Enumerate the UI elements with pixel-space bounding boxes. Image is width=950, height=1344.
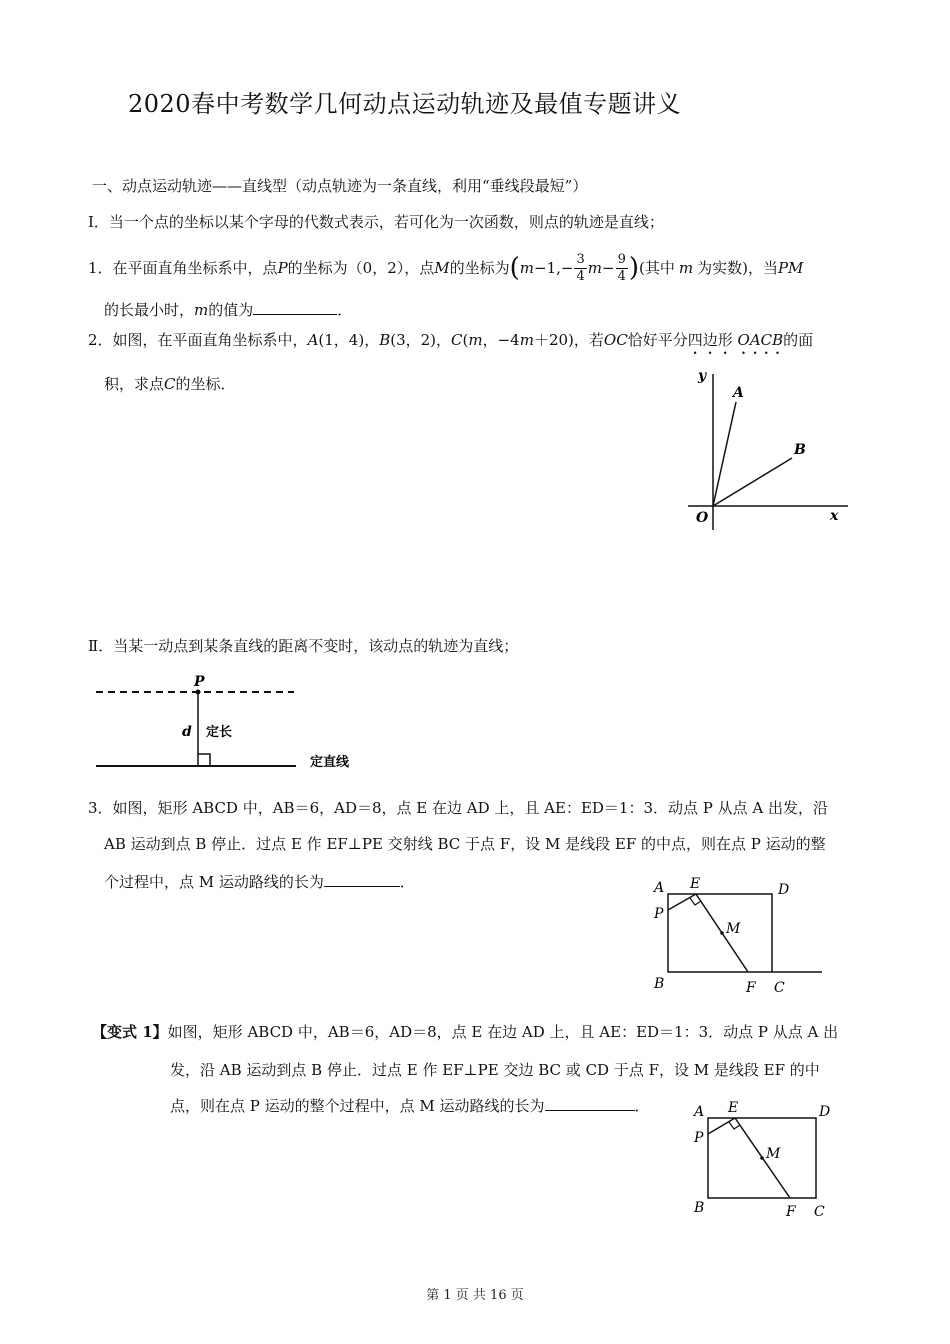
fixed-line-label: 定直线 (310, 755, 350, 770)
question-1-line-1: 1． 在平面直角坐标系中，点 P 的坐标为（0，2），点 M 的坐标为 ( m −1,− $\frac{3}{4}$ m − $\frac{9}{4}$ ) (其中 m 为实数)，当 PM (88, 251, 804, 284)
q1-coordinate-expression: ( m −1,− $\frac{3}{4}$ m − $\frac{9}{4}$ ) (509, 251, 639, 284)
label-m: M (766, 1146, 781, 1162)
variant-1-line-3: 点，则在点 P 运动的整个过程中，点 M 运动路线的长为 ． (170, 1097, 650, 1115)
variant-1-line-2: 发，沿 AB 运动到点 B 停止．过点 E 作 EF⊥PE 交边 BC 或 CD 于点 F，设 M 是线段 EF 的中 (170, 1061, 820, 1079)
question-2-line-1: 2．如图，在平面直角坐标系中，A(1，4)，B(3，2)，C(m，−4m＋20)，若OC恰好平分四边形 OACB的面 (88, 331, 814, 349)
rule-1: Ⅰ．当一个点的坐标以某个字母的代数式表示，若可化为一次函数，则点的轨迹是直线； (88, 213, 664, 231)
label-p: P (654, 906, 664, 922)
fixed-distance-figure (90, 672, 370, 776)
segment-pe (668, 894, 696, 910)
x-axis-label: x (830, 508, 839, 524)
segment-ob (713, 458, 792, 506)
label-b: B (654, 976, 665, 992)
variant-1-label: 【变式 1】 (92, 1023, 168, 1041)
fraction-3-4: $\frac{3}{4}$ (576, 251, 585, 284)
midpoint-m-dot (760, 1156, 764, 1160)
question-3-line-1: 3．如图，矩形 ABCD 中，AB＝6，AD＝8，点 E 在边 AD 上，且 AE：ED＝1：3．动点 P 从点 A 出发，沿 (88, 799, 829, 817)
y-axis-label: y (698, 368, 707, 384)
label-b: B (694, 1200, 705, 1216)
distance-d-label: d (182, 724, 192, 740)
page-footer: 第 1 页 共 16 页 (426, 1288, 524, 1303)
point-p-label: P (194, 674, 205, 690)
label-p: P (694, 1130, 704, 1146)
question-3-line-2: AB 运动到点 B 停止．过点 E 作 EF⊥PE 交射线 BC 于点 F，设 M 是线段 EF 的中点，则在点 P 运动的整 (104, 835, 826, 853)
point-a-label: A (733, 385, 744, 401)
q2-figure (680, 362, 870, 542)
question-3-line-3: 个过程中，点 M 运动路线的长为 ． (104, 873, 415, 891)
variant-1-line-1: 【变式 1】如图，矩形 ABCD 中，AB＝6，AD＝8，点 E 在边 AD 上，且 AE：ED＝1：3．动点 P 从点 A 出 (92, 1023, 839, 1041)
point-p-dot (196, 690, 201, 695)
fraction-9-4: $\frac{9}{4}$ (617, 251, 626, 284)
q3-figure (640, 876, 830, 998)
fixed-length-label: 定长 (206, 725, 233, 740)
q1-number: 1． (88, 259, 113, 277)
label-e: E (690, 876, 701, 892)
right-angle-mark (198, 754, 210, 766)
label-f: F (746, 980, 756, 996)
label-a: A (654, 880, 665, 896)
rectangle-abcd (668, 894, 772, 972)
point-b-label: B (794, 442, 806, 458)
label-e: E (728, 1100, 739, 1116)
origin-label: O (696, 510, 709, 526)
answer-blank (324, 872, 400, 887)
label-d: D (819, 1104, 831, 1120)
label-c: C (774, 980, 785, 996)
question-2-line-2: 积，求点C的坐标． (104, 375, 236, 393)
answer-blank (253, 300, 337, 315)
label-f: F (786, 1204, 796, 1220)
segment-pe (708, 1118, 735, 1134)
segment-oa (713, 402, 736, 506)
page-title: 2020春中考数学几何动点运动轨迹及最值专题讲义 (128, 90, 682, 118)
rule-2: Ⅱ．当某一动点到某条直线的距离不变时，该动点的轨迹为直线； (88, 637, 519, 655)
label-m: M (726, 921, 741, 937)
label-a: A (694, 1104, 705, 1120)
variant-1-figure (682, 1096, 842, 1220)
answer-blank (545, 1096, 635, 1111)
section-heading: 一、动点运动轨迹——直线型（动点轨迹为一条直线，利用“垂线段最短”） (92, 177, 588, 195)
label-c: C (814, 1204, 825, 1220)
question-1-line-2: 的长最小时，m的值为 ． (104, 301, 353, 319)
label-d: D (778, 882, 790, 898)
midpoint-m-dot (720, 931, 724, 935)
